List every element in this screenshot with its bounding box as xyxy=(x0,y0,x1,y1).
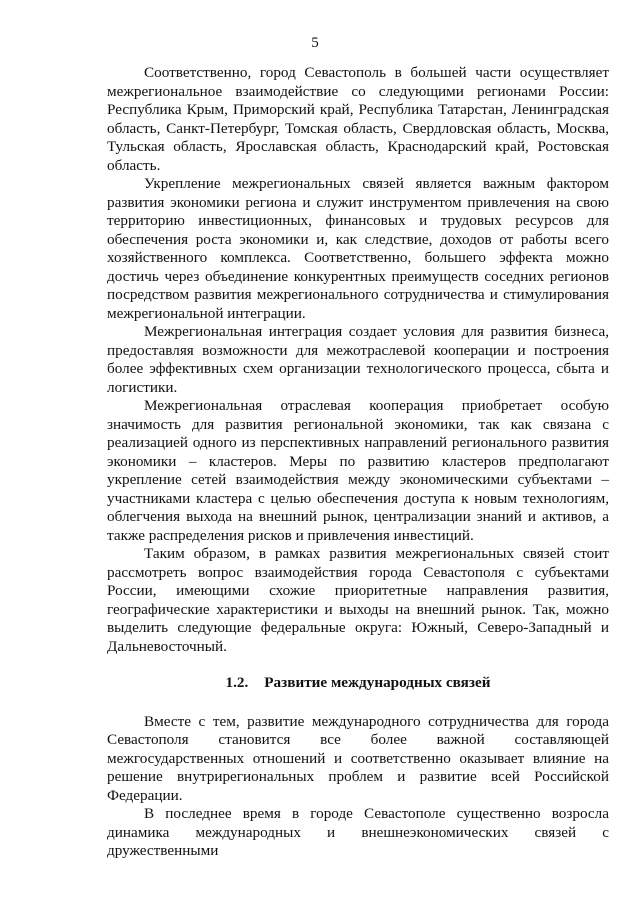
section-heading xyxy=(107,674,609,693)
body-paragraph: Межрегиональная отраслевая кооперация приобретает особую значимость для развития региональной экономики, так как связана с реализацией одного из перспективных направлений регионального развития экономики – кластеров. Меры по развитию кластеров предполагают укрепление сетей взаимодействия между экономическими субъектами – участниками кластера с целью обеспечения доступа к новым технологиям, облегчения выхода на внешний рынок, централизации знаний и активов, а также распределения рисков и привлечения инвестиций. xyxy=(107,397,609,544)
body-paragraph: Вместе с тем, развитие международного сотрудничества для города Севастополя становится все более важной составляющей межгосударственных отношений и соответственно оказывает влияние на решение внутрирегиональных проблем и развитие всей Российской Федерации. xyxy=(107,712,609,804)
body-paragraph: Укрепление межрегиональных связей является важным фактором развития экономики региона и служит инструментом привлечения на свою территорию инвестиционных, финансовых и трудовых ресурсов для обеспечения роста экономики и, как следствие, доходов от работы всего хозяйственного комплекса. Соответственно, большего эффекта можно достичь через объединение конкурентных преимуществ соседних регионов посредством развития межрегионального сотрудничества и стимулирования межрегиональной интеграции. xyxy=(107,175,609,322)
body-paragraph: Межрегиональная интеграция создает условия для развития бизнеса, предоставляя возможности для межотраслевой кооперации и построения более эффективных схем организации технологического процесса, сбыта и логистики. xyxy=(107,323,609,396)
page-number: 5 xyxy=(311,35,319,51)
document-body xyxy=(107,64,609,861)
body-paragraph: Соответственно, город Севастополь в большей части осуществляет межрегиональное взаимодействие со следующими регионами России: Республика Крым, Приморский край, Республика Татарстан, Ленинградская область, Санкт-Петербург, Томская область, Свердловская область, Москва, Тульская область, Ярославская область, Краснодарский край, Ростовская область. xyxy=(107,64,609,174)
body-paragraph: В последнее время в городе Севастополе существенно возросла динамика международных и внешнеэкономических связей с дружественными xyxy=(107,805,609,859)
section-title: Развитие международных связей xyxy=(264,674,491,691)
section-number: 1.2. xyxy=(225,674,249,691)
body-paragraph: Таким образом, в рамках развития межрегиональных связей стоит рассмотреть вопрос взаимодействия города Севастополя с субъектами России, имеющими схожие приоритетные направления развития, географические характеристики и выходы на внешний рынок. Так, можно выделить следующие федеральные округа: Южный, Северо-Западный и Дальневосточный. xyxy=(107,545,609,655)
